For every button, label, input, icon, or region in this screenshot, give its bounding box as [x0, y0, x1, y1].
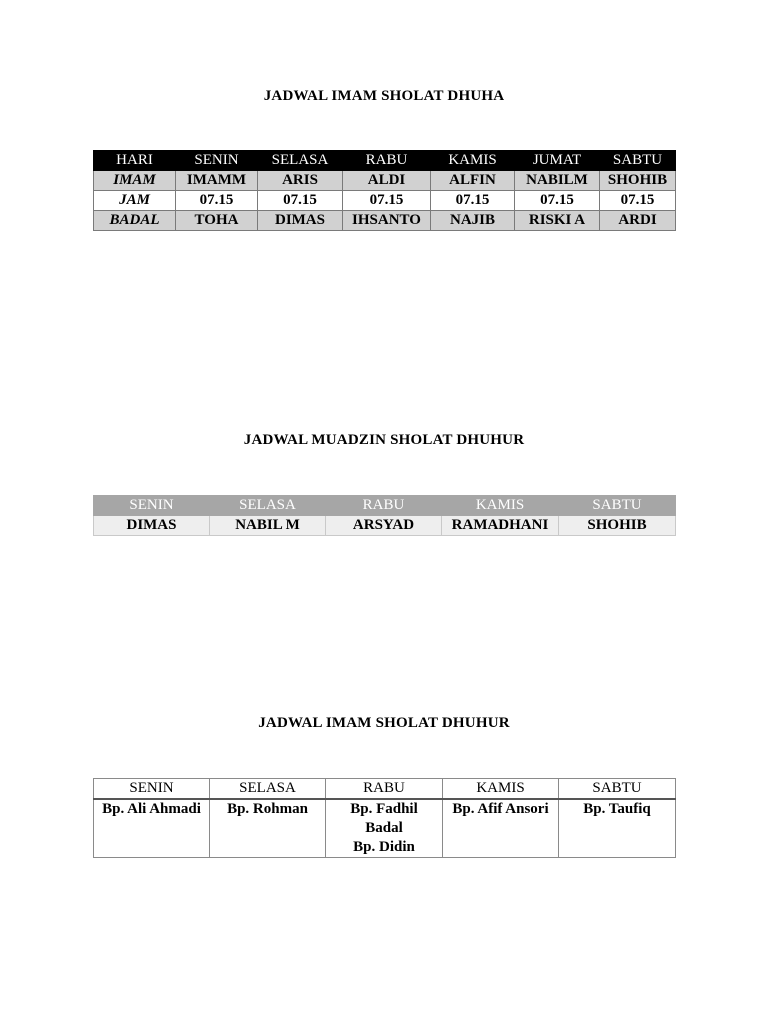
table-cell: IMAMM — [176, 171, 258, 191]
header-cell: HARI — [94, 151, 176, 171]
row-label: JAM — [94, 191, 176, 211]
table-cell: IHSANTO — [343, 211, 431, 231]
title-imam-dhuhur: JADWAL IMAM SHOLAT DHUHUR — [258, 715, 510, 731]
table-cell: ARSYAD — [326, 516, 442, 536]
header-cell: RABU — [326, 496, 442, 516]
table-cell: Bp. Afif Ansori — [443, 799, 559, 858]
table-cell: DIMAS — [94, 516, 210, 536]
badal-label: Badal — [365, 820, 403, 836]
table-row — [94, 799, 676, 858]
table-cell: 07.15 — [258, 191, 343, 211]
table-cell: SHOHIB — [600, 171, 676, 191]
header-cell: SENIN — [94, 779, 210, 800]
header-cell: KAMIS — [442, 496, 559, 516]
header-cell: SENIN — [94, 496, 210, 516]
title-imam-dhuha: JADWAL IMAM SHOLAT DHUHA — [263, 88, 505, 104]
header-cell: SABTU — [559, 496, 676, 516]
header-cell: SABTU — [600, 151, 676, 171]
table-row-badal — [94, 211, 676, 231]
header-cell: SELASA — [210, 496, 326, 516]
table-cell: SHOHIB — [559, 516, 676, 536]
table-cell: 07.15 — [343, 191, 431, 211]
header-cell: SABTU — [559, 779, 676, 800]
table-imam-dhuhur — [93, 778, 676, 858]
table-header-row — [94, 779, 676, 800]
header-cell: SELASA — [258, 151, 343, 171]
table-cell: 07.15 — [176, 191, 258, 211]
table-row-imam — [94, 171, 676, 191]
header-cell: JUMAT — [515, 151, 600, 171]
table-cell — [326, 799, 443, 858]
badal-name: Bp. Didin — [353, 839, 415, 855]
table-cell: NAJIB — [431, 211, 515, 231]
title-muadzin-dhuhur: JADWAL MUADZIN SHOLAT DHUHUR — [243, 432, 525, 448]
table-imam-dhuha — [93, 150, 676, 231]
table-cell: RAMADHANI — [442, 516, 559, 536]
row-label: BADAL — [94, 211, 176, 231]
table-cell: 07.15 — [431, 191, 515, 211]
table-cell: ARIS — [258, 171, 343, 191]
table-muadzin-dhuhur — [93, 495, 676, 536]
table-cell: 07.15 — [600, 191, 676, 211]
table-cell: Bp. Rohman — [210, 799, 326, 858]
table-cell: DIMAS — [258, 211, 343, 231]
header-cell: RABU — [326, 779, 443, 800]
table-cell: RISKI A — [515, 211, 600, 231]
table-cell: NABILM — [515, 171, 600, 191]
table-row — [94, 516, 676, 536]
header-cell: SENIN — [176, 151, 258, 171]
table-cell: Bp. Ali Ahmadi — [94, 799, 210, 858]
table-cell: ARDI — [600, 211, 676, 231]
table-header-row — [94, 151, 676, 171]
table-cell: ALDI — [343, 171, 431, 191]
header-cell: SELASA — [210, 779, 326, 800]
table-row-jam — [94, 191, 676, 211]
header-cell: KAMIS — [443, 779, 559, 800]
table-cell: 07.15 — [515, 191, 600, 211]
table-header-row — [94, 496, 676, 516]
table-cell: TOHA — [176, 211, 258, 231]
imam-name: Bp. Fadhil — [350, 801, 418, 817]
table-cell: NABIL M — [210, 516, 326, 536]
table-cell: ALFIN — [431, 171, 515, 191]
row-label: IMAM — [94, 171, 176, 191]
header-cell: KAMIS — [431, 151, 515, 171]
table-cell: Bp. Taufiq — [559, 799, 676, 858]
header-cell: RABU — [343, 151, 431, 171]
